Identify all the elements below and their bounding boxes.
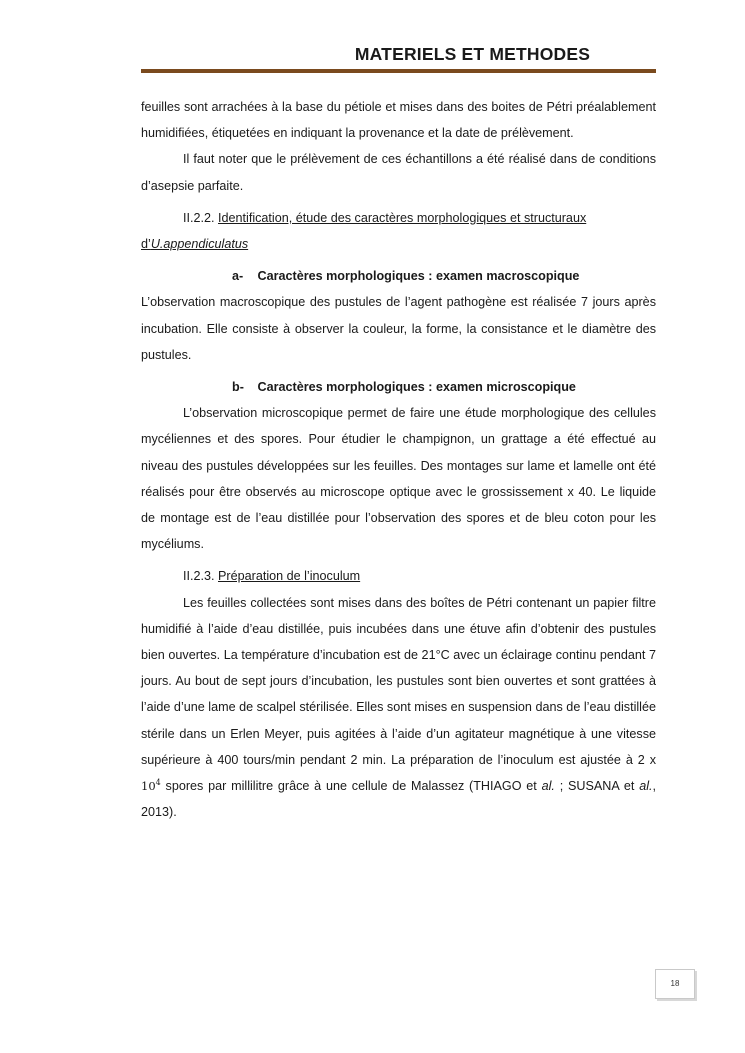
subsection-letter: a- — [232, 269, 244, 284]
section-title-prefix: d’ — [141, 237, 151, 252]
section-title: Identification, étude des caractères morphologiques et structuraux — [218, 210, 587, 225]
subsection-title: Caractères morphologiques : examen microscopique — [257, 380, 576, 395]
page-header-title: MATERIELS ET METHODES — [354, 44, 591, 64]
citation-al: al. — [541, 779, 555, 794]
page-number: 18 — [655, 969, 695, 999]
section-title: Préparation de l’inoculum — [218, 569, 361, 584]
text-run: Les feuilles collectées sont mises dans des boîtes de Pétri contenant un papier filtre humidifié à l’aide d’eau distillée, puis incubées dans une étuve afin d’obtenir des pustules bien ouvertes. La température d’incubation est de 21°C avec un éclairage continu pendant 7 jours. Au bout de sept jours d’incubation, les pustules sont bien ouvertes et sont grattées à l’aide d’une lame de scalpel stérilisée. Elles sont mises en suspension dans de l’eau distillée stérile dans un Erlen Meyer, puis agitées à l’aide d’un agitateur magnétique à une vitesse supérieure à 400 tours/min pendant 2 min. La préparation de l’inoculum est ajustée à 2 x — [141, 595, 656, 767]
subsection-heading-a — [141, 263, 656, 289]
citation-al: al. — [639, 779, 653, 794]
power-base: 10 — [141, 779, 156, 794]
section-heading-2-2 — [141, 205, 656, 257]
paragraph: feuilles sont arrachées à la base du pétiole et mises dans des boites de Pétri préalablement humidifiées, étiquetées en indiquant la provenance et la date de prélèvement. — [141, 100, 656, 141]
text-run: , 2013). — [141, 779, 656, 820]
subsection-letter: b- — [232, 380, 244, 395]
text-run: ; SUSANA et — [554, 779, 640, 794]
paragraph: L’observation microscopique permet de faire une étude morphologique des cellules mycéliennes et des spores. Pour étudier le champignon, un grattage a été effectué au niveau des pustules développées sur les feuilles. Des montages sur lame et lamelle ont été réalisés pour être observés au microscope optique avec le grossissement x 40. Le liquide de montage est de l’eau distillée pour l’observation des spores et de bleu coton pour les mycéliums. — [141, 406, 656, 552]
section-number: II.2.3. — [183, 569, 215, 584]
section-heading-2-3 — [141, 563, 656, 589]
paragraph: L’observation macroscopique des pustules de l’agent pathogène est réalisée 7 jours après incubation. Elle consiste à observer la couleur, la forme, la consistance et le diamètre des pustules. — [141, 295, 656, 362]
section-number: II.2.2. — [183, 210, 215, 225]
header-divider — [141, 69, 656, 73]
paragraph: Il faut noter que le prélèvement de ces échantillons a été réalisé dans de conditions d’asepsie parfaite. — [141, 152, 656, 193]
power-exponent: 4 — [155, 777, 161, 787]
subsection-title: Caractères morphologiques : examen macroscopique — [257, 269, 580, 284]
paragraph — [141, 590, 656, 826]
subsection-heading-b — [141, 374, 656, 400]
section-title-species: U.appendiculatus — [150, 237, 249, 252]
text-run: spores par millilitre grâce à une cellule de Malassez (THIAGO et — [160, 779, 542, 794]
document-body — [141, 94, 656, 825]
